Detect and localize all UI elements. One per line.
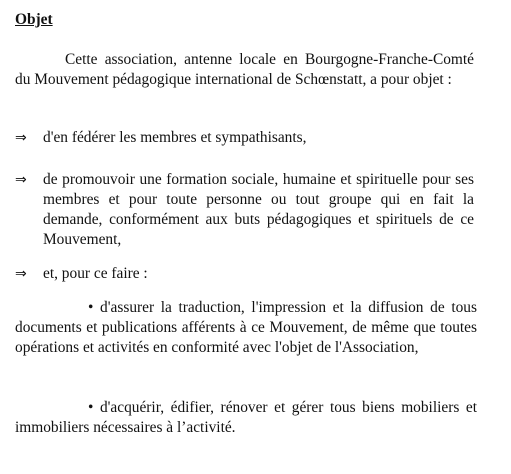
list-item xyxy=(15,128,474,148)
list-item-text: d'en fédérer les membres et sympathisants, xyxy=(43,129,307,146)
arrow-icon: ⇒ xyxy=(15,172,27,188)
list-item xyxy=(15,264,474,284)
arrow-icon: ⇒ xyxy=(15,266,27,282)
list-item-text: et, pour ce faire : xyxy=(43,265,148,282)
bullet-icon: • xyxy=(88,299,101,316)
intro-paragraph: Cette association, antenne locale en Bourgogne-Franche-Comté du Mouvement pédagogique international de Schœnstatt, a pour objet : xyxy=(15,51,474,88)
bullet-icon: • xyxy=(88,399,100,416)
list-item xyxy=(15,170,474,250)
sub-list-item xyxy=(15,298,477,358)
sub-list-item-text: d'assurer la traduction, l'impression et la diffusion de tous documents et publications afférents à ce Mouvement, de même que toutes opérations et activités en conformité avec l'objet de l'Association, xyxy=(15,299,477,356)
section-heading: Objet xyxy=(15,11,53,28)
sub-list-item xyxy=(15,398,477,438)
arrow-icon: ⇒ xyxy=(15,130,27,146)
sub-list-item-text: d'acquérir, édifier, rénover et gérer tous biens mobiliers et immobiliers nécessaires à l’activité. xyxy=(15,399,477,436)
list-item-text: de promouvoir une formation sociale, humaine et spirituelle pour ses membres et pour toute personne ou tout groupe qui en fait la demande, conformément aux buts pédagogiques et spirituels de ce Mouvement, xyxy=(43,171,474,248)
